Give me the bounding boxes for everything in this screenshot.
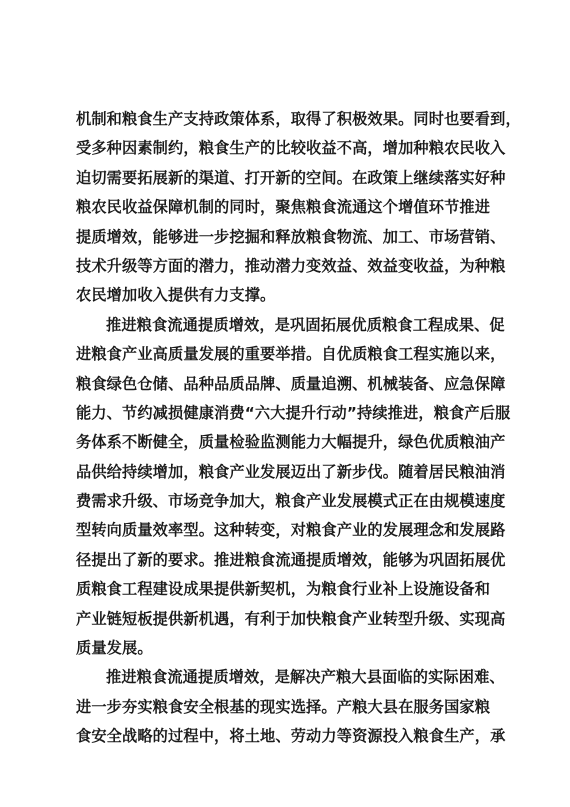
text-line: 粮农民收益保障机制的同时，聚焦粮食流通这个增值环节推进 xyxy=(76,198,491,217)
text-line: 食安全战略的过程中，将土地、劳动力等资源投入粮食生产，承 xyxy=(76,727,506,746)
text-line: 粮食绿色仓储、品种品质品牌、质量追溯、机械装备、应急保障 xyxy=(76,374,506,393)
text-line: 能力、节约减损健康消费“六大提升行动”持续推进，粮食产后服 xyxy=(76,403,511,422)
paragraph-first-line: 推进粮食流通提质增效，是解决产粮大县面临的实际困难、 xyxy=(106,668,505,687)
text-line: 受多种因素制约，粮食生产的比较收益不高，增加种粮农民收入 xyxy=(76,139,506,158)
body-text xyxy=(76,105,521,752)
text-line: 进一步夯实粮食安全根基的现实选择。产粮大县在服务国家粮 xyxy=(76,697,491,716)
text-line: 品供给持续增加，粮食产业发展迈出了新步伐。随着居民粮油消 xyxy=(76,462,506,481)
text-line: 费需求升级、市场竞争加大，粮食产业发展模式正在由规模速度 xyxy=(76,492,506,511)
text-line: 技术升级等方面的潜力，推动潜力变效益、效益变收益，为种粮 xyxy=(76,256,506,275)
text-line: 产业链短板提供新机遇，有利于加快粮食产业转型升级、实现高 xyxy=(76,609,506,628)
text-line: 农民增加收入提供有力支撑。 xyxy=(76,286,276,305)
text-line: 进粮食产业高质量发展的重要举措。自优质粮食工程实施以来， xyxy=(76,345,506,364)
text-line: 务体系不断健全，质量检验监测能力大幅提升，绿色优质粮油产 xyxy=(76,433,506,452)
text-line: 提质增效，能够进一步挖掘和释放粮食物流、加工、市场营销、 xyxy=(76,227,506,246)
text-line: 径提出了新的要求。推进粮食流通提质增效，能够为巩固拓展优 xyxy=(76,550,506,569)
text-line: 迫切需要拓展新的渠道、打开新的空间。在政策上继续落实好种 xyxy=(76,168,506,187)
text-line: 型转向质量效率型。这种转变，对粮食产业的发展理念和发展路 xyxy=(76,521,506,540)
text-line: 质量发展。 xyxy=(76,639,153,658)
paragraph-first-line: 推进粮食流通提质增效，是巩固拓展优质粮食工程成果、促 xyxy=(106,315,505,334)
text-line: 质粮食工程建设成果提供新契机，为粮食行业补上设施设备和 xyxy=(76,580,491,599)
text-line: 机制和粮食生产支持政策体系，取得了积极效果。同时也要看到， xyxy=(76,110,521,128)
